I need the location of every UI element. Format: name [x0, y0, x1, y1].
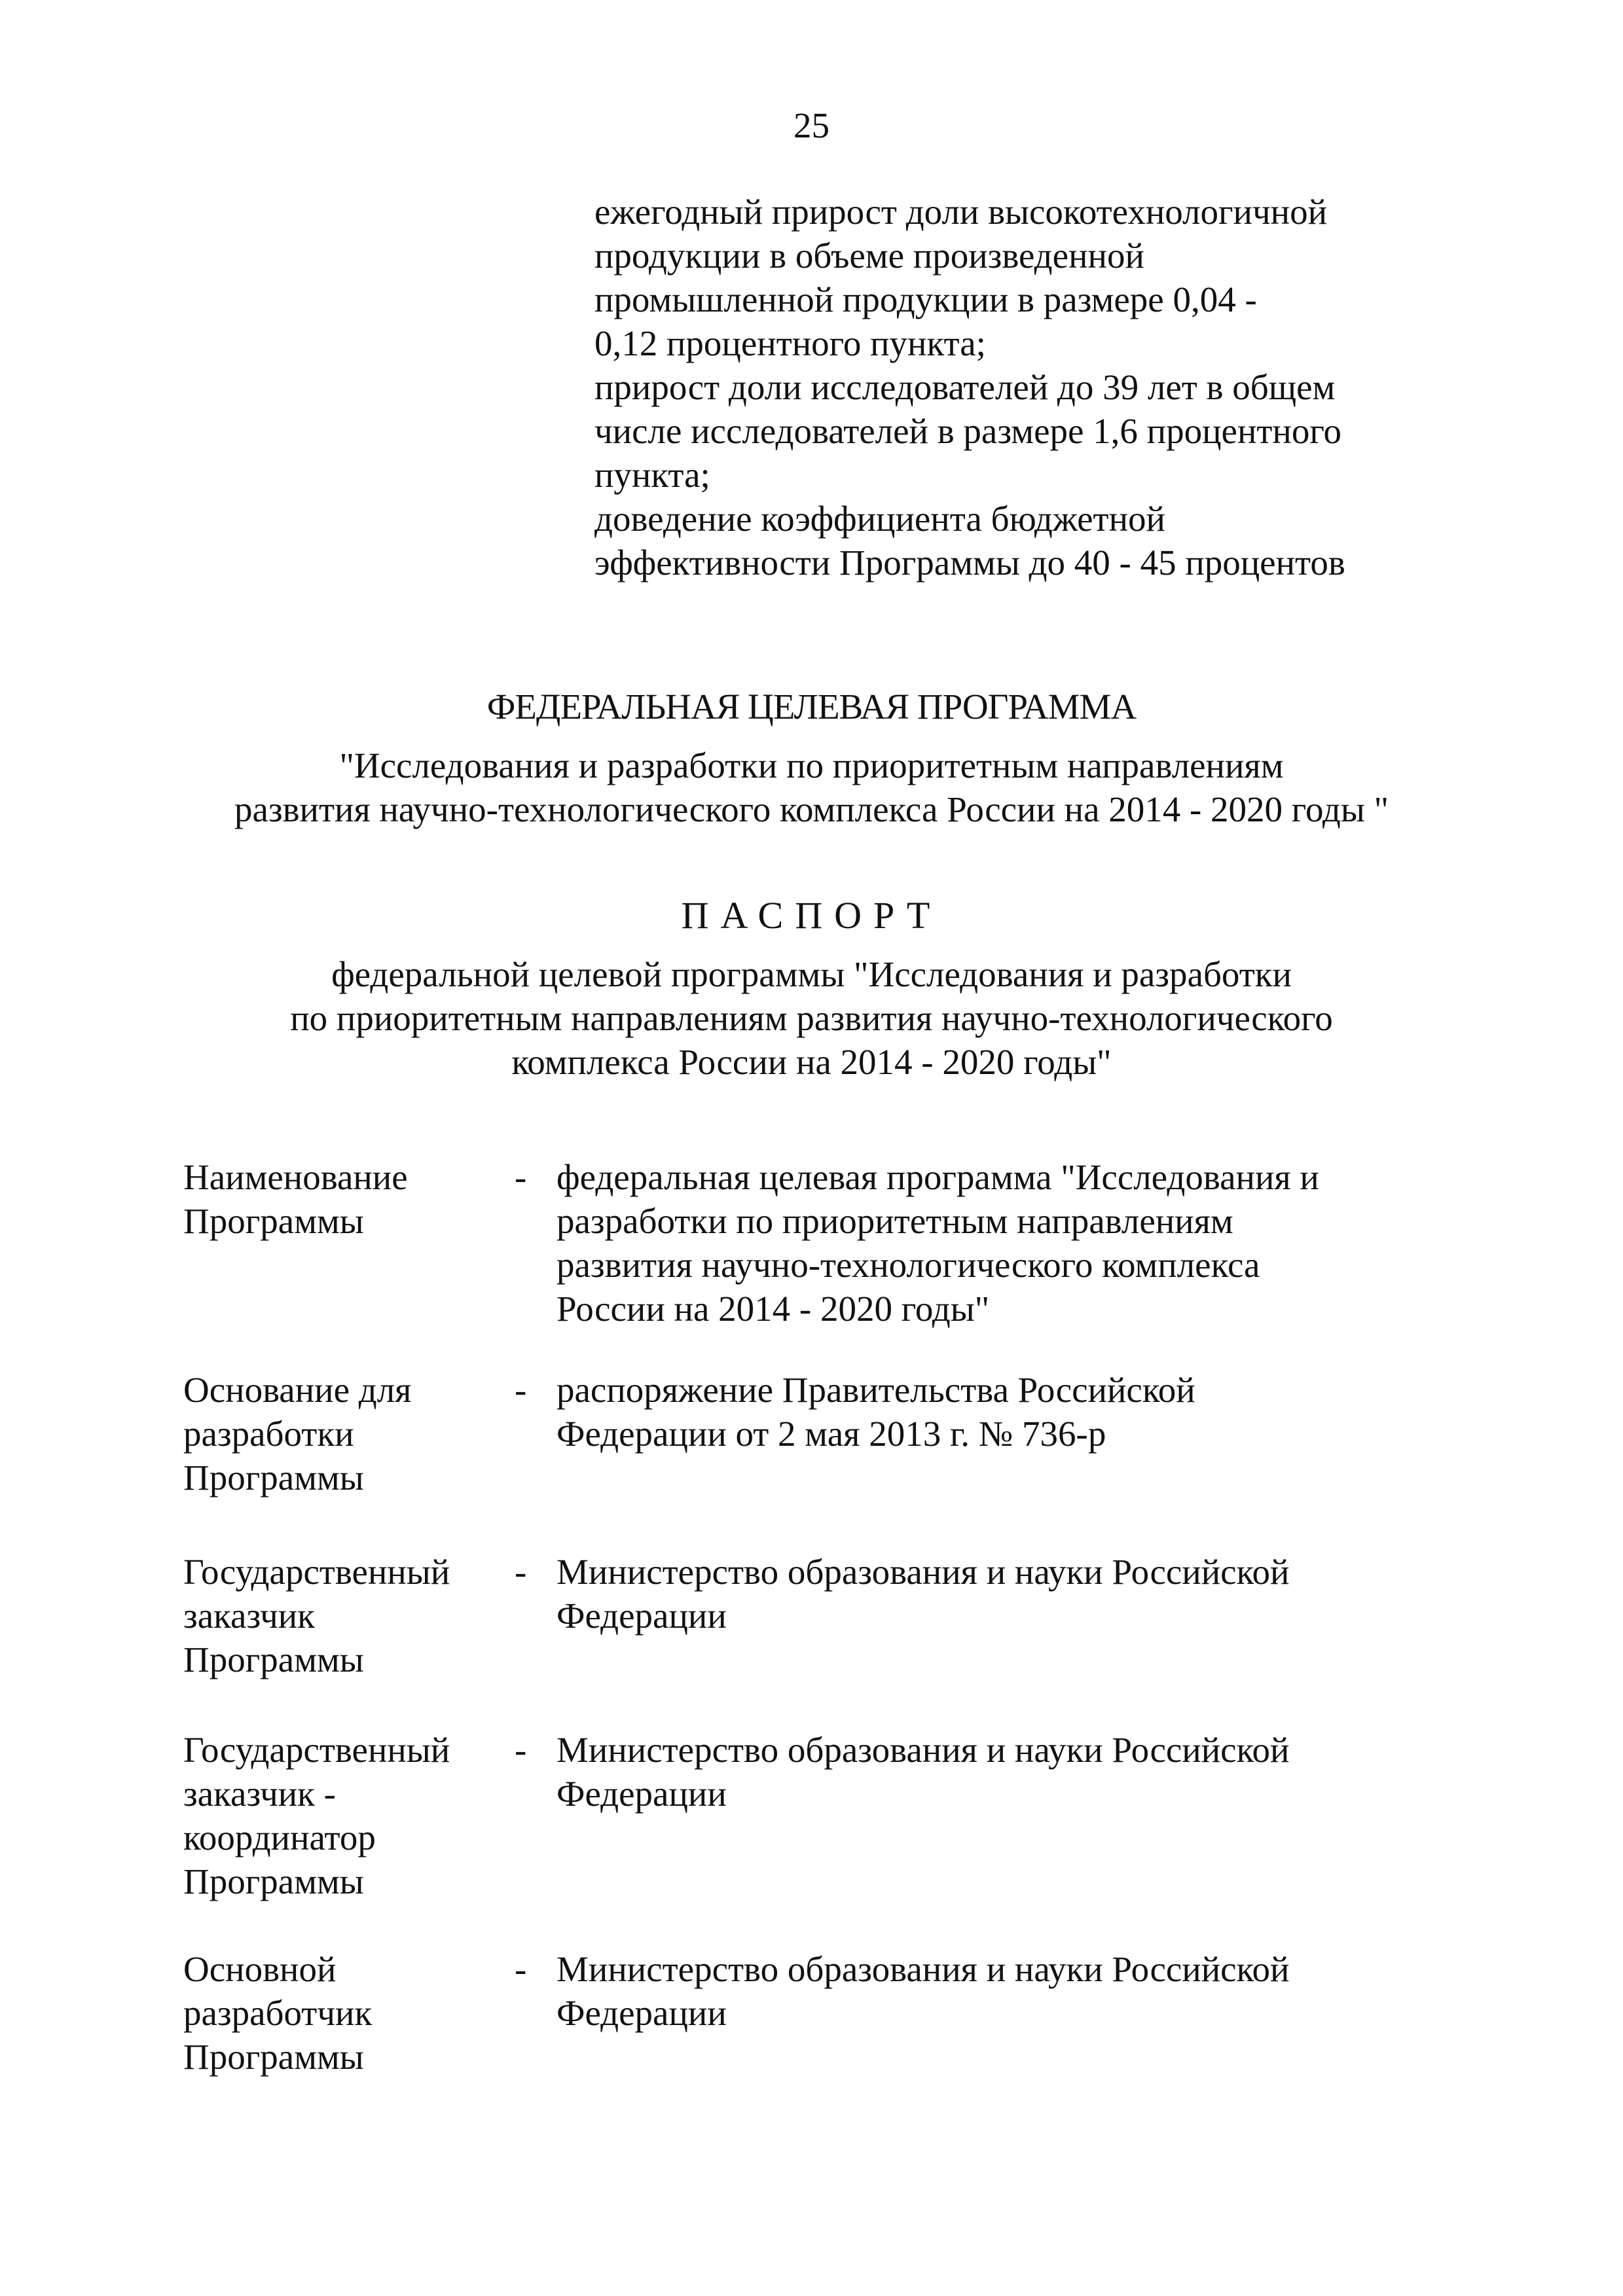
indicator-line: эффективности Программы до 40 - 45 процентов: [594, 543, 1345, 583]
row-dash: -: [515, 1157, 527, 1197]
indicators-list: [594, 190, 1446, 584]
row-label-line: Государственный: [183, 1552, 450, 1592]
program-subtitle-line: "Исследования и разработки по приоритетным направлениям: [339, 745, 1284, 785]
row-label-line: Программы: [183, 1861, 364, 1901]
indicator-line: прирост доли исследователей до 39 лет в общем: [594, 367, 1336, 407]
row-label-line: Государственный: [183, 1730, 450, 1770]
row-label-line: Программы: [183, 1201, 364, 1241]
indicator-line: пункта;: [594, 455, 710, 495]
row-label-line: Программы: [183, 1640, 364, 1679]
indicator-line: 0,12 процентного пункта;: [594, 323, 986, 363]
passport-subtitle-line: комплекса России на 2014 - 2020 годы": [511, 1042, 1112, 1082]
row-label-line: координатор: [183, 1818, 376, 1857]
row-dash: -: [515, 1370, 527, 1410]
row-label-line: разработки: [183, 1414, 354, 1454]
indicator-line: продукции в объеме произведенной: [594, 236, 1144, 276]
row-value-line: Министерство образования и науки Российской: [556, 1730, 1290, 1770]
row-label-line: Основной: [183, 1949, 337, 1989]
passport-subtitle-line: по приоритетным направлениям развития научно-технологического: [290, 998, 1333, 1038]
row-label-line: заказчик: [183, 1596, 315, 1636]
row-value-line: Федерации: [556, 1774, 727, 1814]
indicator-line: доведение коэффициента бюджетной: [594, 499, 1165, 539]
row-value: [556, 1368, 1473, 1456]
row-value: [556, 1550, 1473, 1638]
row-label: [183, 1550, 511, 1681]
row-dash: -: [515, 1552, 527, 1592]
indicator-line: промышленной продукции в размере 0,04 -: [594, 279, 1257, 319]
row-value: [556, 1947, 1473, 2035]
row-label: [183, 1368, 511, 1499]
row-label-line: Наименование: [183, 1157, 408, 1197]
row-label: [183, 1947, 511, 2079]
row-value-line: Федерации: [556, 1993, 727, 2033]
row-value: [556, 1728, 1473, 1816]
row-label-line: разработчик: [183, 1993, 373, 2033]
row-dash: -: [515, 1949, 527, 1989]
row-value-line: разработки по приоритетным направлениям: [556, 1201, 1233, 1241]
row-label-line: заказчик -: [183, 1774, 336, 1814]
program-subtitle-line: развития научно-технологического комплекса России на 2014 - 2020 годы ": [234, 789, 1389, 829]
program-subtitle: [0, 744, 1623, 831]
row-value: [556, 1155, 1473, 1331]
indicator-line: числе исследователей в размере 1,6 процентного: [594, 411, 1342, 451]
passport-title: ПАСПОРТ: [681, 894, 942, 937]
row-label: [183, 1728, 511, 1903]
passport-subtitle: [0, 952, 1623, 1084]
row-value-line: развития научно-технологического комплекса: [556, 1245, 1260, 1285]
row-label-line: Основание для: [183, 1370, 412, 1410]
row-value-line: федеральная целевая программа "Исследования и: [556, 1157, 1319, 1197]
row-label-line: Программы: [183, 2037, 364, 2077]
row-value-line: Министерство образования и науки Российской: [556, 1949, 1290, 1989]
row-value-line: распоряжение Правительства Российской: [556, 1370, 1195, 1410]
row-value-line: Министерство образования и науки Российской: [556, 1552, 1290, 1592]
indicator-line: ежегодный прирост доли высокотехнологичной: [594, 192, 1328, 232]
row-dash: -: [515, 1730, 527, 1770]
row-label: [183, 1155, 511, 1243]
program-title: ФЕДЕРАЛЬНАЯ ЦЕЛЕВАЯ ПРОГРАММА: [486, 687, 1137, 726]
row-value-line: Федерации: [556, 1596, 727, 1636]
passport-subtitle-line: федеральной целевой программы "Исследования и разработки: [331, 954, 1292, 994]
row-label-line: Программы: [183, 1458, 364, 1498]
page-number: 25: [793, 105, 830, 145]
row-value-line: Федерации от 2 мая 2013 г. № 736-р: [556, 1414, 1106, 1454]
row-value-line: России на 2014 - 2020 годы": [556, 1289, 990, 1329]
